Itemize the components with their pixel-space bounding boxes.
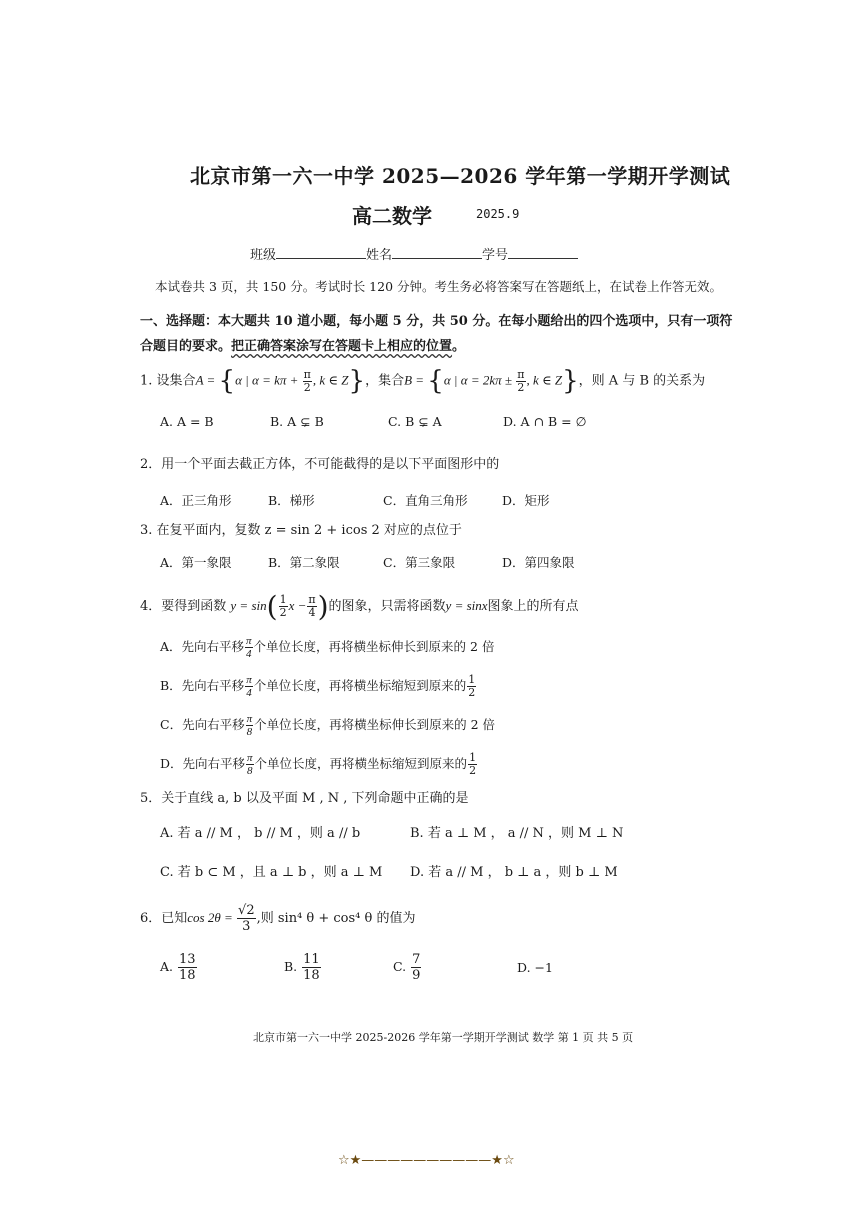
q3-option-b[interactable]: B．第二象限 — [268, 555, 340, 570]
set-b-expression-end: , k ∈ Z — [526, 372, 563, 388]
q1-option-b[interactable]: B. A ⊊ B — [270, 414, 324, 429]
class-label: 班级 — [250, 248, 277, 263]
fraction-numerator: π — [246, 713, 253, 725]
q6-text: 6．已知 — [140, 911, 188, 926]
q2-option-a[interactable]: A．正三角形 — [160, 493, 232, 508]
page-footer: 北京市第一六一中学 2025-2026 学年第一学期开学测试 数学 第 1 页 共 5 页 — [253, 1031, 634, 1044]
exam-date: 2025.9 — [476, 207, 520, 221]
option-label: B. — [284, 959, 298, 974]
base-function: y = sinx — [445, 598, 488, 613]
fraction-numerator: √2 — [238, 903, 255, 918]
right-brace: } — [348, 366, 366, 396]
q6-option-d[interactable]: D. −1 — [517, 960, 553, 975]
star-divider: ☆★——————————★☆ — [338, 1153, 515, 1168]
fraction — [237, 903, 256, 934]
q4-text: 的图象，只需将函数 — [328, 599, 446, 614]
fraction-denominator: 18 — [303, 968, 320, 983]
q4-option-d[interactable] — [160, 752, 478, 777]
fraction — [245, 674, 253, 699]
fraction-denominator: 2 — [468, 686, 476, 699]
q1-text: ，集合 — [365, 373, 405, 389]
option-text: 个单位长度，再将横坐标伸长到原来的 2 倍 — [254, 717, 495, 732]
fraction-numerator: 1 — [468, 673, 476, 686]
fraction — [307, 594, 316, 619]
option-label: A. — [160, 959, 174, 974]
q3-option-a[interactable]: A．第一象限 — [160, 555, 232, 570]
left-paren: ( — [266, 590, 278, 623]
q6-option-a[interactable] — [160, 952, 198, 983]
question-1-stem — [140, 366, 705, 396]
fraction — [178, 952, 197, 983]
fraction-denominator: 3 — [242, 919, 251, 934]
q1-option-a[interactable]: A. A = B — [160, 414, 214, 429]
option-text: 个单位长度，再将横坐标缩短到原来的 — [253, 678, 467, 693]
question-5-stem: 5．关于直线 a, b 以及平面 M , N , 下列命题中正确的是 — [140, 791, 469, 806]
q5-option-c[interactable]: C. 若 b ⊂ M ，且 a ⊥ b ，则 a ⊥ M — [160, 865, 383, 880]
fraction-numerator: π — [303, 367, 311, 381]
set-b-label: B = — [404, 372, 428, 388]
right-brace: } — [562, 366, 579, 396]
fraction-denominator: 8 — [247, 765, 253, 777]
section1-intro-end: 。 — [452, 339, 466, 354]
fraction-denominator: 4 — [246, 648, 252, 660]
q3-option-c[interactable]: C．第三象限 — [383, 555, 456, 570]
fraction-denominator: 2 — [303, 380, 311, 394]
q2-option-c[interactable]: C．直角三角形 — [383, 493, 468, 508]
option-text: C．先向右平移 — [160, 717, 245, 732]
question-3-stem: 3. 在复平面内，复数 z = sin 2 + icos 2 对应的点位于 — [140, 523, 462, 538]
option-text: B．先向右平移 — [160, 678, 245, 693]
exam-notice: 本试卷共 3 页，共 150 分。考试时长 120 分钟。考生务必将答案写在答题纸上，在试卷上作答无效。 — [155, 279, 723, 294]
q6-text: ,则 sin⁴ θ + cos⁴ θ 的值为 — [256, 911, 416, 926]
left-brace: { — [218, 366, 236, 396]
class-blank[interactable] — [276, 246, 366, 259]
fraction-numerator: 11 — [303, 952, 320, 967]
fraction-denominator: 8 — [246, 726, 253, 738]
option-label: C. — [393, 959, 407, 974]
exam-subject: 高二数学 — [352, 204, 432, 228]
question-number: 1. — [140, 373, 153, 389]
fraction — [246, 752, 254, 777]
q1-text: 设集合 — [156, 373, 196, 389]
student-info-row — [250, 244, 578, 263]
q1-text: ，则 A 与 B 的关系为 — [578, 373, 706, 389]
section1-intro-text: 合题目的要求。 — [140, 339, 232, 354]
option-text: A．先向右平移 — [160, 639, 245, 654]
q1-option-c[interactable]: C. B ⊊ A — [388, 414, 442, 429]
fraction-denominator: 9 — [412, 968, 421, 983]
fraction — [468, 752, 477, 777]
fraction — [279, 594, 288, 619]
set-a-expression: α | α = kπ + — [235, 372, 302, 388]
q5-option-d[interactable]: D. 若 a // M ， b ⊥ a ，则 b ⊥ M — [410, 865, 618, 880]
fraction-numerator: 13 — [179, 952, 196, 967]
q6-option-b[interactable] — [284, 952, 322, 983]
q2-option-d[interactable]: D．矩形 — [502, 493, 550, 508]
q4-option-c[interactable] — [160, 713, 495, 738]
fraction-numerator: π — [247, 752, 253, 764]
fraction — [246, 713, 254, 738]
q5-option-b[interactable]: B. 若 a ⊥ M ， a // N ，则 M ⊥ N — [410, 826, 624, 841]
fraction-numerator: 1 — [279, 593, 287, 606]
set-b-expression: α | α = 2kπ ± — [443, 372, 516, 388]
fraction — [516, 369, 525, 394]
fraction-denominator: 4 — [246, 687, 252, 699]
q2-option-b[interactable]: B．梯形 — [268, 493, 315, 508]
fraction-numerator: π — [517, 367, 525, 381]
fraction-denominator: 18 — [179, 968, 196, 983]
cos-expression: cos 2θ = — [187, 910, 237, 925]
q4-text: 4．要得到函数 — [140, 599, 231, 614]
q5-option-a[interactable]: A. 若 a // M ， b // M ，则 a // b — [160, 826, 361, 841]
q6-option-c[interactable] — [393, 952, 422, 983]
fraction-numerator: 1 — [469, 751, 477, 764]
fraction-numerator: π — [246, 674, 252, 686]
fraction-numerator: π — [308, 593, 316, 606]
option-text: 个单位长度，再将横坐标伸长到原来的 2 倍 — [253, 639, 495, 654]
q3-option-d[interactable]: D．第四象限 — [502, 555, 575, 570]
question-2-stem: 2．用一个平面去截正方体，不可能截得的是以下平面图形中的 — [140, 457, 500, 472]
name-label: 姓名 — [366, 248, 393, 263]
question-4-stem — [140, 590, 579, 623]
target-function: y = sin — [230, 598, 267, 613]
fraction-denominator: 4 — [308, 606, 316, 619]
set-a-label: A = — [195, 372, 219, 388]
fraction-numerator: π — [246, 635, 252, 647]
id-label: 学号 — [482, 248, 509, 263]
name-blank[interactable] — [392, 246, 482, 259]
section1-intro-line2 — [140, 335, 465, 354]
option-text: 个单位长度，再将横坐标缩短到原来的 — [254, 756, 468, 771]
fraction-denominator: 2 — [279, 606, 287, 619]
fraction — [411, 952, 421, 983]
fraction — [245, 635, 253, 660]
fraction-numerator: 7 — [412, 952, 421, 967]
q1-option-d[interactable]: D. A ∩ B = ∅ — [503, 414, 587, 429]
q4-option-a[interactable] — [160, 635, 494, 660]
set-a-expression-end: , k ∈ Z — [312, 372, 349, 388]
question-6-stem — [140, 903, 415, 934]
q4-text: 图象上的所有点 — [487, 599, 579, 614]
exam-title: 北京市第一六一中学 2025—2026 学年第一学期开学测试 — [190, 164, 731, 188]
fraction — [302, 952, 321, 983]
id-blank[interactable] — [508, 246, 578, 259]
q4-option-b[interactable] — [160, 674, 477, 699]
fraction-denominator: 2 — [517, 380, 525, 394]
left-brace: { — [427, 366, 444, 396]
right-paren: ) — [317, 590, 329, 623]
fraction-denominator: 2 — [469, 764, 477, 777]
fraction — [467, 674, 476, 699]
section1-intro-emphasis: 把正确答案涂写在答题卡上相应的位置 — [231, 339, 453, 354]
section1-intro-line1: 一、选择题：本大题共 10 道小题，每小题 5 分，共 50 分。在每小题给出的四个选项中，只有一项符 — [140, 314, 733, 329]
fraction — [303, 369, 312, 394]
function-argument: x − — [288, 598, 307, 613]
option-text: D．先向右平移 — [160, 756, 246, 771]
